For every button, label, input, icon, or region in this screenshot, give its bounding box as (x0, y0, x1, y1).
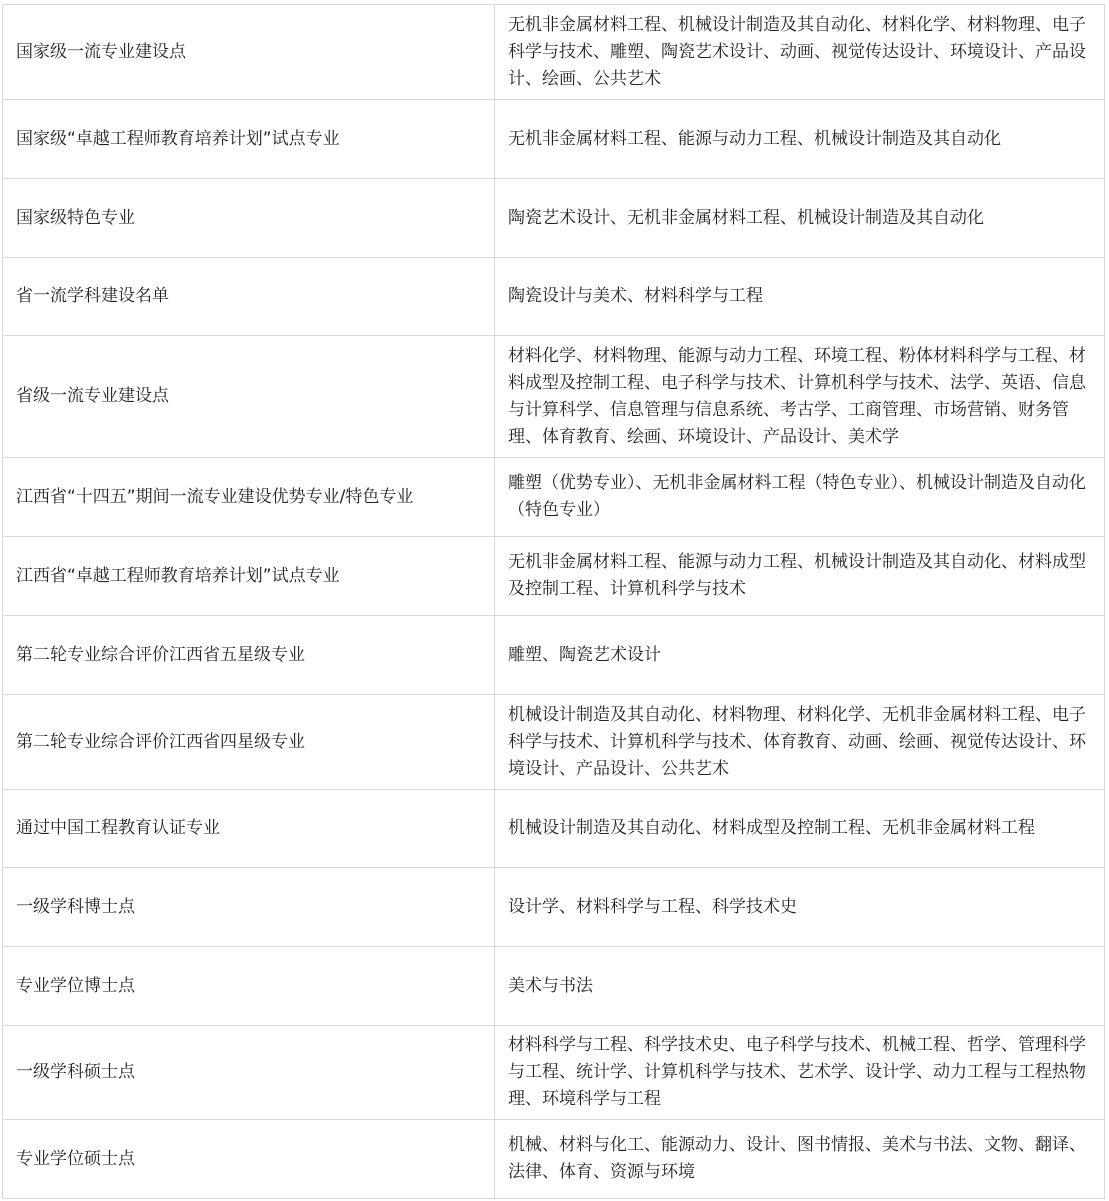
table-row (3, 336, 1105, 458)
category-cell: 专业学位硕士点 (3, 1120, 495, 1199)
table-row (3, 100, 1105, 179)
majors-cell: 美术与书法 (495, 947, 1105, 1026)
majors-table (2, 4, 1105, 1199)
table-row (3, 1120, 1105, 1199)
majors-cell: 机械设计制造及其自动化、材料成型及控制工程、无机非金属材料工程 (495, 790, 1105, 868)
majors-cell: 无机非金属材料工程、机械设计制造及其自动化、材料化学、材料物理、电子科学与技术、雕塑、陶瓷艺术设计、动画、视觉传达设计、环境设计、产品设计、绘画、公共艺术 (495, 5, 1105, 100)
table-row (3, 868, 1105, 947)
category-cell: 一级学科博士点 (3, 868, 495, 947)
majors-cell: 无机非金属材料工程、能源与动力工程、机械设计制造及其自动化、材料成型及控制工程、计算机科学与技术 (495, 537, 1105, 616)
majors-cell: 机械设计制造及其自动化、材料物理、材料化学、无机非金属材料工程、电子科学与技术、计算机科学与技术、体育教育、动画、绘画、视觉传达设计、环境设计、产品设计、公共艺术 (495, 695, 1105, 790)
table-row (3, 537, 1105, 616)
table-row (3, 179, 1105, 258)
majors-table-container (2, 4, 1105, 1199)
table-row (3, 616, 1105, 695)
table-row (3, 258, 1105, 336)
majors-cell: 无机非金属材料工程、能源与动力工程、机械设计制造及其自动化 (495, 100, 1105, 179)
majors-cell: 材料科学与工程、科学技术史、电子科学与技术、机械工程、哲学、管理科学与工程、统计学、计算机科学与技术、艺术学、设计学、动力工程与工程热物理、环境科学与工程 (495, 1026, 1105, 1120)
majors-cell: 材料化学、材料物理、能源与动力工程、环境工程、粉体材料科学与工程、材料成型及控制工程、电子科学与技术、计算机科学与技术、法学、英语、信息与计算科学、信息管理与信息系统、考古学、工商管理、市场营销、财务管理、体育教育、绘画、环境设计、产品设计、美术学 (495, 336, 1105, 458)
category-cell: 通过中国工程教育认证专业 (3, 790, 495, 868)
category-cell: 第二轮专业综合评价江西省四星级专业 (3, 695, 495, 790)
category-cell: 省级一流专业建设点 (3, 336, 495, 458)
majors-cell: 机械、材料与化工、能源动力、设计、图书情报、美术与书法、文物、翻译、法律、体育、资源与环境 (495, 1120, 1105, 1199)
table-row (3, 458, 1105, 537)
category-cell: 国家级特色专业 (3, 179, 495, 258)
category-cell: 江西省“卓越工程师教育培养计划”试点专业 (3, 537, 495, 616)
category-cell: 一级学科硕士点 (3, 1026, 495, 1120)
majors-cell: 陶瓷设计与美术、材料科学与工程 (495, 258, 1105, 336)
category-cell: 江西省“十四五”期间一流专业建设优势专业/特色专业 (3, 458, 495, 537)
majors-cell: 雕塑（优势专业）、无机非金属材料工程（特色专业）、机械设计制造及自动化（特色专业） (495, 458, 1105, 537)
table-row (3, 1026, 1105, 1120)
table-row (3, 5, 1105, 100)
majors-cell: 设计学、材料科学与工程、科学技术史 (495, 868, 1105, 947)
category-cell: 第二轮专业综合评价江西省五星级专业 (3, 616, 495, 695)
table-row (3, 790, 1105, 868)
table-row (3, 947, 1105, 1026)
table-row (3, 695, 1105, 790)
category-cell: 国家级一流专业建设点 (3, 5, 495, 100)
category-cell: 专业学位博士点 (3, 947, 495, 1026)
category-cell: 省一流学科建设名单 (3, 258, 495, 336)
majors-cell: 雕塑、陶瓷艺术设计 (495, 616, 1105, 695)
majors-cell: 陶瓷艺术设计、无机非金属材料工程、机械设计制造及其自动化 (495, 179, 1105, 258)
category-cell: 国家级“卓越工程师教育培养计划”试点专业 (3, 100, 495, 179)
